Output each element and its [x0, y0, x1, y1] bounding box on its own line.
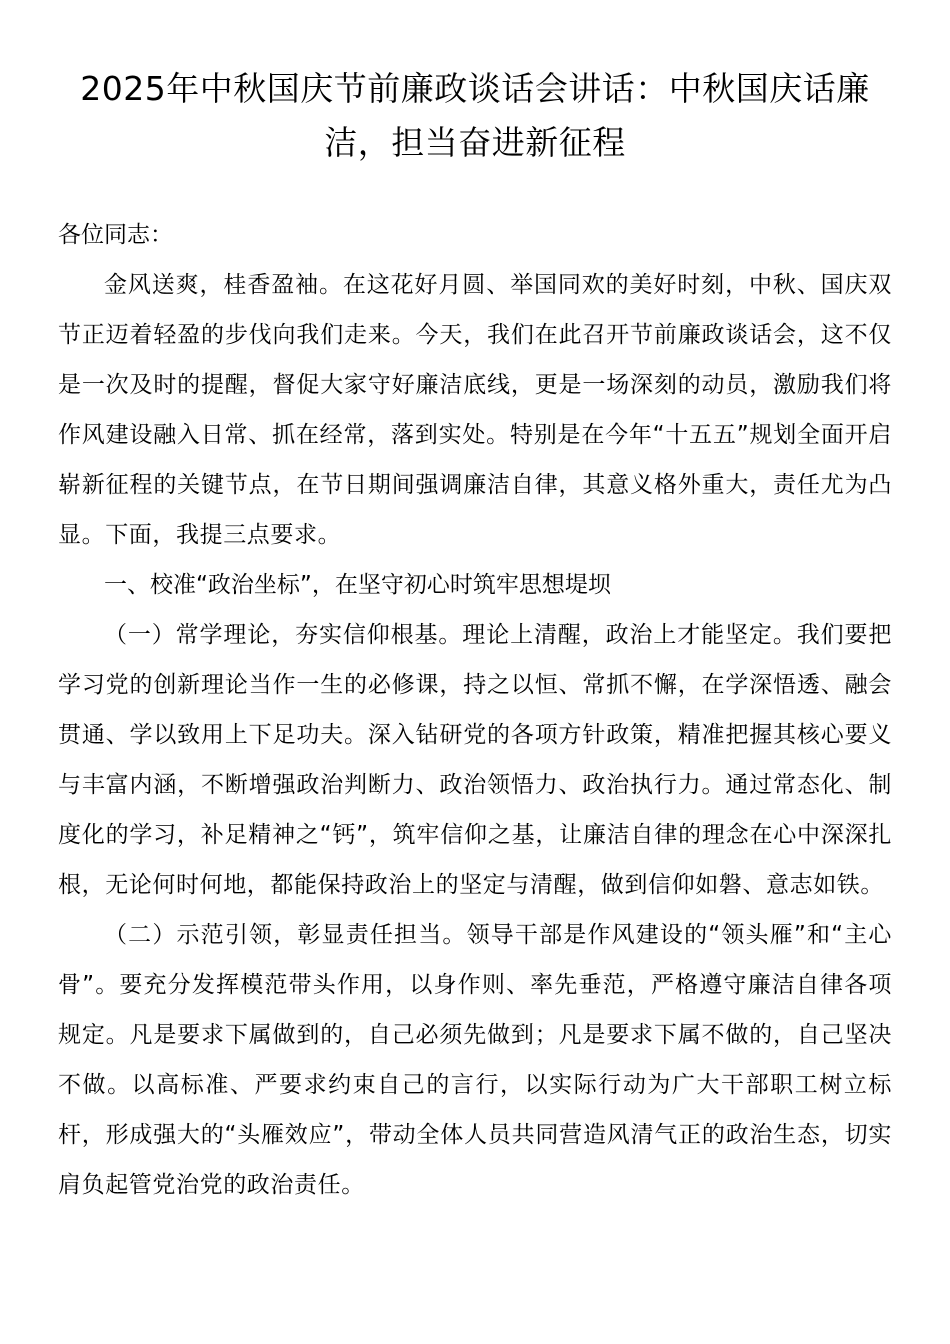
document-title: 2025年中秋国庆节前廉政谈话会讲话：中秋国庆话廉洁，担当奋进新征程 — [80, 69, 870, 162]
section-1-heading: 一、校准“政治坐标”，在坚守初心时筑牢思想堤坝 — [104, 572, 611, 598]
paragraph-1-2: （二）示范引领，彰显责任担当。领导干部是作风建设的“领头雁”和“主心骨”。要充分发挥模范带头作用，以身作则、率先垂范，严格遵守廉洁自律各项规定。凡是要求下属做到的，自己必须先做到；凡是要求下属不做的，自己坚决不做。以高标准、严要求约束自己的言行，以实际行动为广大干部职工树立标杆，形成强大的“头雁效应”，带动全体人员共同营造风清气正的政治生态，切实肩负起管党治党的政治责任。 — [58, 922, 892, 1198]
salutation: 各位同志： — [58, 222, 173, 248]
intro-paragraph: 金风送爽，桂香盈袖。在这花好月圆、举国同欢的美好时刻，中秋、国庆双节正迈着轻盈的步伐向我们走来。今天，我们在此召开节前廉政谈话会，这不仅是一次及时的提醒，督促大家守好廉洁底线，更是一场深刻的动员，激励我们将作风建设融入日常、抓在经常，落到实处。特别是在今年“十五五”规划全面开启崭新征程的关键节点，在节日期间强调廉洁自律，其意义格外重大，责任尤为凸显。下面，我提三点要求。 — [58, 272, 892, 548]
paragraph-1-1: （一）常学理论，夯实信仰根基。理论上清醒，政治上才能坚定。我们要把学习党的创新理论当作一生的必修课，持之以恒、常抓不懈，在学深悟透、融会贯通、学以致用上下足功夫。深入钻研党的各项方针政策，精准把握其核心要义与丰富内涵，不断增强政治判断力、政治领悟力、政治执行力。通过常态化、制度化的学习，补足精神之“钙”，筑牢信仰之基，让廉洁自律的理念在心中深深扎根，无论何时何地，都能保持政治上的坚定与清醒，做到信仰如磐、意志如铁。 — [58, 622, 892, 898]
